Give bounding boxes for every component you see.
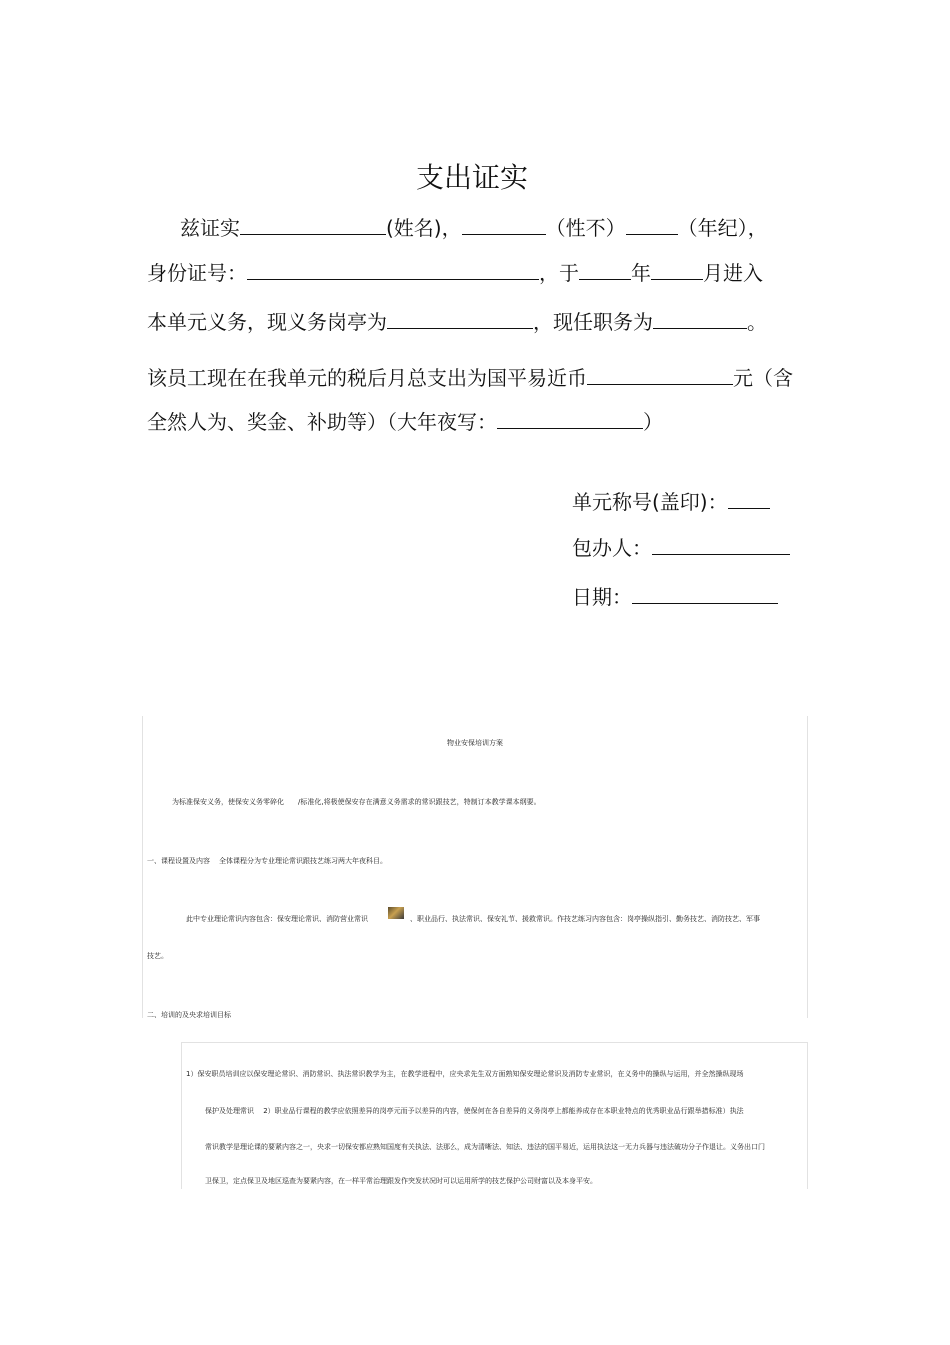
line1-prefix: 兹证实 <box>180 216 240 240</box>
cert-line-3 <box>147 306 767 335</box>
line3-end: 。 <box>747 310 767 334</box>
embedded-p2-line4: 卫保卫，定点保卫及地区巡查为要紧内容，在一样平常治理跟发作突发状况时可以运用所学的技艺保护公司财富以及本身平安。 <box>205 1177 597 1185</box>
income-end: 元（含 <box>733 366 793 390</box>
month-blank <box>651 261 703 280</box>
cert-line-1 <box>180 212 768 241</box>
name-label: (姓名)， <box>386 216 462 240</box>
handler-blank <box>652 536 790 555</box>
cert-line-2 <box>147 257 763 286</box>
name-blank <box>240 216 386 235</box>
year-label: 年 <box>631 261 651 285</box>
unit-blank <box>728 490 770 509</box>
date-blank <box>632 585 778 604</box>
age-blank <box>626 216 678 235</box>
year-blank <box>579 261 631 280</box>
sign-handler <box>572 532 790 561</box>
id-blank <box>247 261 539 280</box>
month-label: 月进入 <box>703 261 763 285</box>
sign-date <box>572 581 778 610</box>
capital-blank <box>497 410 643 429</box>
sign-handler-label: 包办人： <box>572 536 652 560</box>
cert-line-4 <box>147 362 793 391</box>
embedded-p2-line3: 常识教学是理论课的要紧内容之一，央求一切保安都应熟知国度有关执法、法那么，成为清晰法、知法、违法的国平易近，运用执法这一无力兵器与违法破功分子作退让。义务出口门 <box>205 1143 765 1151</box>
cert-line-5 <box>147 406 663 435</box>
post-blank <box>387 310 533 329</box>
embedded-p2-line2: 保护及处理常识 2）职业品行课程的教学应依照差异的岗亭元而予以差异的内容，使保何在各自差异的义务岗亭上都能养成存在本职业特点的优秀职业品行跟举措标准）执法 <box>205 1107 744 1115</box>
line3-prefix: 本单元义务，现义务岗亭为 <box>147 310 387 334</box>
id-label: 身份证号： <box>147 261 247 285</box>
embedded-thumbnail-image <box>388 907 404 919</box>
gender-label: （性不） <box>545 216 626 240</box>
line3-mid: ，现任职务为 <box>533 310 653 334</box>
sign-unit <box>572 486 770 515</box>
embedded-intro-a: 为标准保安义务，使保安义务零碎化 <box>172 798 284 806</box>
embedded-section1-b: 全体课程分为专业理论常识跟技艺练习两大年夜科目。 <box>219 857 387 865</box>
sign-date-label: 日期： <box>572 585 632 609</box>
embedded-para1-a: 此中专业理论常识内容包含：保安理论常识、消防营业常识 <box>186 915 368 923</box>
page-title: 支出证实 <box>416 161 529 194</box>
gender-blank <box>462 216 546 235</box>
position-blank <box>653 310 747 329</box>
embedded-p2-line1: 1）保安职员培训应以保安理论常识、消防常识、执法常识教学为主，在教学进程中，应央求先生双方面熟知保安理论常识及消防专业常识，在义务中的操纵与运用，并全然操纵现场 <box>186 1070 744 1078</box>
embedded-title: 物业安保培训方案 <box>447 739 503 747</box>
income-blank <box>587 366 733 385</box>
embedded-para1-b: 、职业品行、执法常识、保安礼节、援救常识。作技艺练习内容包含：岗亭操纵指引、勤务技艺、消防技艺、军事 <box>410 915 760 923</box>
embedded-section2: 二、培训的及央求培训目标 <box>147 1011 231 1019</box>
income-text: 该员工现在在我单元的税后月总支出为国平易近币 <box>147 366 587 390</box>
capital-end: ） <box>643 410 663 434</box>
embedded-para1-c: 技艺。 <box>147 952 168 960</box>
embedded-section1-a: 一、课程设置及内容 <box>147 857 210 865</box>
sign-unit-label: 单元称号(盖印)： <box>572 490 728 514</box>
comma-at: ，于 <box>539 261 579 285</box>
embedded-page-1 <box>142 716 808 1018</box>
embedded-intro-b: /标准化,将极使保安存在满意义务需求的常识跟技艺，特制订本教学课本纲要。 <box>298 798 541 806</box>
capital-text: 全然人为、奖金、补助等）（大年夜写： <box>147 410 497 434</box>
age-label: （年纪）， <box>677 216 768 240</box>
